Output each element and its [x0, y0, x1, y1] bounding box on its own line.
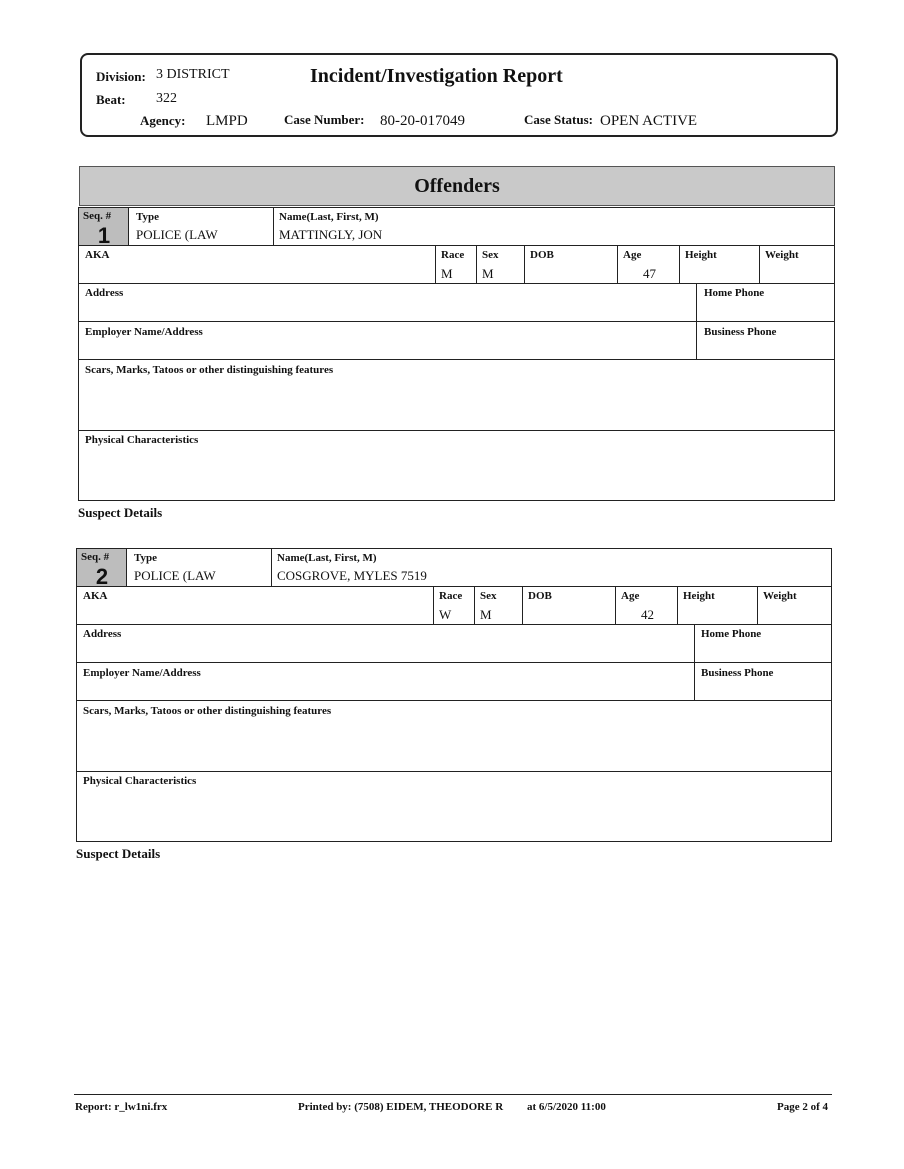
beat-value: 322 — [156, 91, 177, 106]
aka-label: AKA — [85, 249, 110, 261]
divider — [694, 625, 695, 662]
dob-label: DOB — [528, 590, 552, 602]
case-number-value: 80-20-017049 — [380, 113, 465, 129]
type-label: Type — [134, 552, 158, 564]
sex-label: Sex — [482, 249, 499, 261]
seq-box — [79, 208, 129, 248]
weight-label: Weight — [765, 249, 799, 261]
offender-id-row — [76, 548, 832, 587]
offender-physical-row — [76, 771, 832, 842]
offender-employer-row — [78, 321, 835, 360]
type-label: Type — [136, 211, 160, 223]
home-phone-label: Home Phone — [704, 287, 765, 299]
divider — [476, 246, 477, 283]
offender-physical-row — [78, 430, 835, 501]
name-label: Name(Last, First, M) — [277, 552, 377, 564]
divider — [474, 587, 475, 624]
home-phone-label: Home Phone — [701, 628, 762, 640]
offender-address-row — [76, 624, 832, 663]
divider — [524, 246, 525, 283]
case-status-value: OPEN ACTIVE — [600, 113, 698, 129]
offenders-section-bar — [79, 166, 835, 206]
sex-label: Sex — [480, 590, 497, 602]
division-label: Division: — [96, 69, 146, 84]
suspect-details-label: Suspect Details — [78, 505, 163, 520]
divider — [677, 587, 678, 624]
race-value: M — [441, 266, 453, 281]
age-value: 42 — [641, 607, 654, 622]
report-header — [80, 53, 838, 137]
case-status-label: Case Status: — [524, 112, 593, 127]
divider — [522, 587, 523, 624]
divider — [679, 246, 680, 283]
divider — [435, 246, 436, 283]
weight-label: Weight — [763, 590, 797, 602]
employer-label: Employer Name/Address — [85, 326, 203, 338]
footer-printed-by: Printed by: (7508) EIDEM, THEODORE R — [298, 1101, 504, 1113]
scars-label: Scars, Marks, Tatoos or other distinguishing features — [83, 705, 332, 717]
physical-label: Physical Characteristics — [83, 775, 197, 787]
address-label: Address — [85, 287, 124, 299]
sex-value: M — [480, 607, 492, 622]
offender-scars-row — [76, 700, 832, 772]
employer-label: Employer Name/Address — [83, 667, 201, 679]
case-number-label: Case Number: — [284, 112, 365, 127]
age-label: Age — [623, 249, 642, 261]
divider — [759, 246, 760, 283]
seq-number: 1 — [97, 223, 111, 248]
divider — [617, 246, 618, 283]
footer-page: Page 2 of 4 — [777, 1101, 829, 1113]
name-label: Name(Last, First, M) — [279, 211, 379, 223]
footer-report: Report: r_lw1ni.frx — [75, 1101, 168, 1113]
divider — [615, 587, 616, 624]
offender-block-2 — [76, 548, 832, 868]
name-value: COSGROVE, MYLES 7519 — [277, 568, 427, 583]
type-value: POLICE (LAW — [134, 568, 216, 583]
offender-aka-row — [78, 245, 835, 284]
divider — [757, 587, 758, 624]
footer-printed-at: at 6/5/2020 11:00 — [527, 1101, 606, 1113]
offender-employer-row — [76, 662, 832, 701]
height-label: Height — [683, 590, 715, 602]
offender-scars-row — [78, 359, 835, 431]
divider — [433, 587, 434, 624]
divider — [271, 549, 272, 586]
name-value: MATTINGLY, JON — [279, 227, 383, 242]
report-title: Incident/Investigation Report — [310, 65, 563, 87]
address-label: Address — [83, 628, 122, 640]
dob-label: DOB — [530, 249, 554, 261]
sex-value: M — [482, 266, 494, 281]
race-value: W — [439, 607, 452, 622]
seq-label: Seq. # — [83, 210, 112, 222]
divider — [694, 663, 695, 700]
footer-rule — [74, 1094, 832, 1095]
business-phone-label: Business Phone — [704, 326, 777, 338]
divider — [696, 322, 697, 359]
scars-label: Scars, Marks, Tatoos or other distinguishing features — [85, 364, 334, 376]
offender-block-1 — [78, 207, 835, 527]
beat-label: Beat: — [96, 92, 126, 107]
seq-number: 2 — [95, 564, 109, 589]
agency-value: LMPD — [206, 113, 248, 129]
suspect-details-label: Suspect Details — [76, 846, 161, 861]
physical-label: Physical Characteristics — [85, 434, 199, 446]
race-label: Race — [441, 249, 465, 261]
business-phone-label: Business Phone — [701, 667, 774, 679]
divider — [696, 284, 697, 321]
race-label: Race — [439, 590, 463, 602]
division-value: 3 DISTRICT — [156, 67, 230, 82]
age-value: 47 — [643, 266, 656, 281]
section-title: Offenders — [414, 175, 500, 197]
height-label: Height — [685, 249, 717, 261]
type-value: POLICE (LAW — [136, 227, 218, 242]
seq-box — [77, 549, 127, 589]
age-label: Age — [621, 590, 640, 602]
divider — [273, 208, 274, 245]
seq-label: Seq. # — [81, 551, 110, 563]
aka-label: AKA — [83, 590, 108, 602]
agency-label: Agency: — [140, 113, 186, 128]
offender-address-row — [78, 283, 835, 322]
offender-aka-row — [76, 586, 832, 625]
offender-id-row — [78, 207, 835, 246]
